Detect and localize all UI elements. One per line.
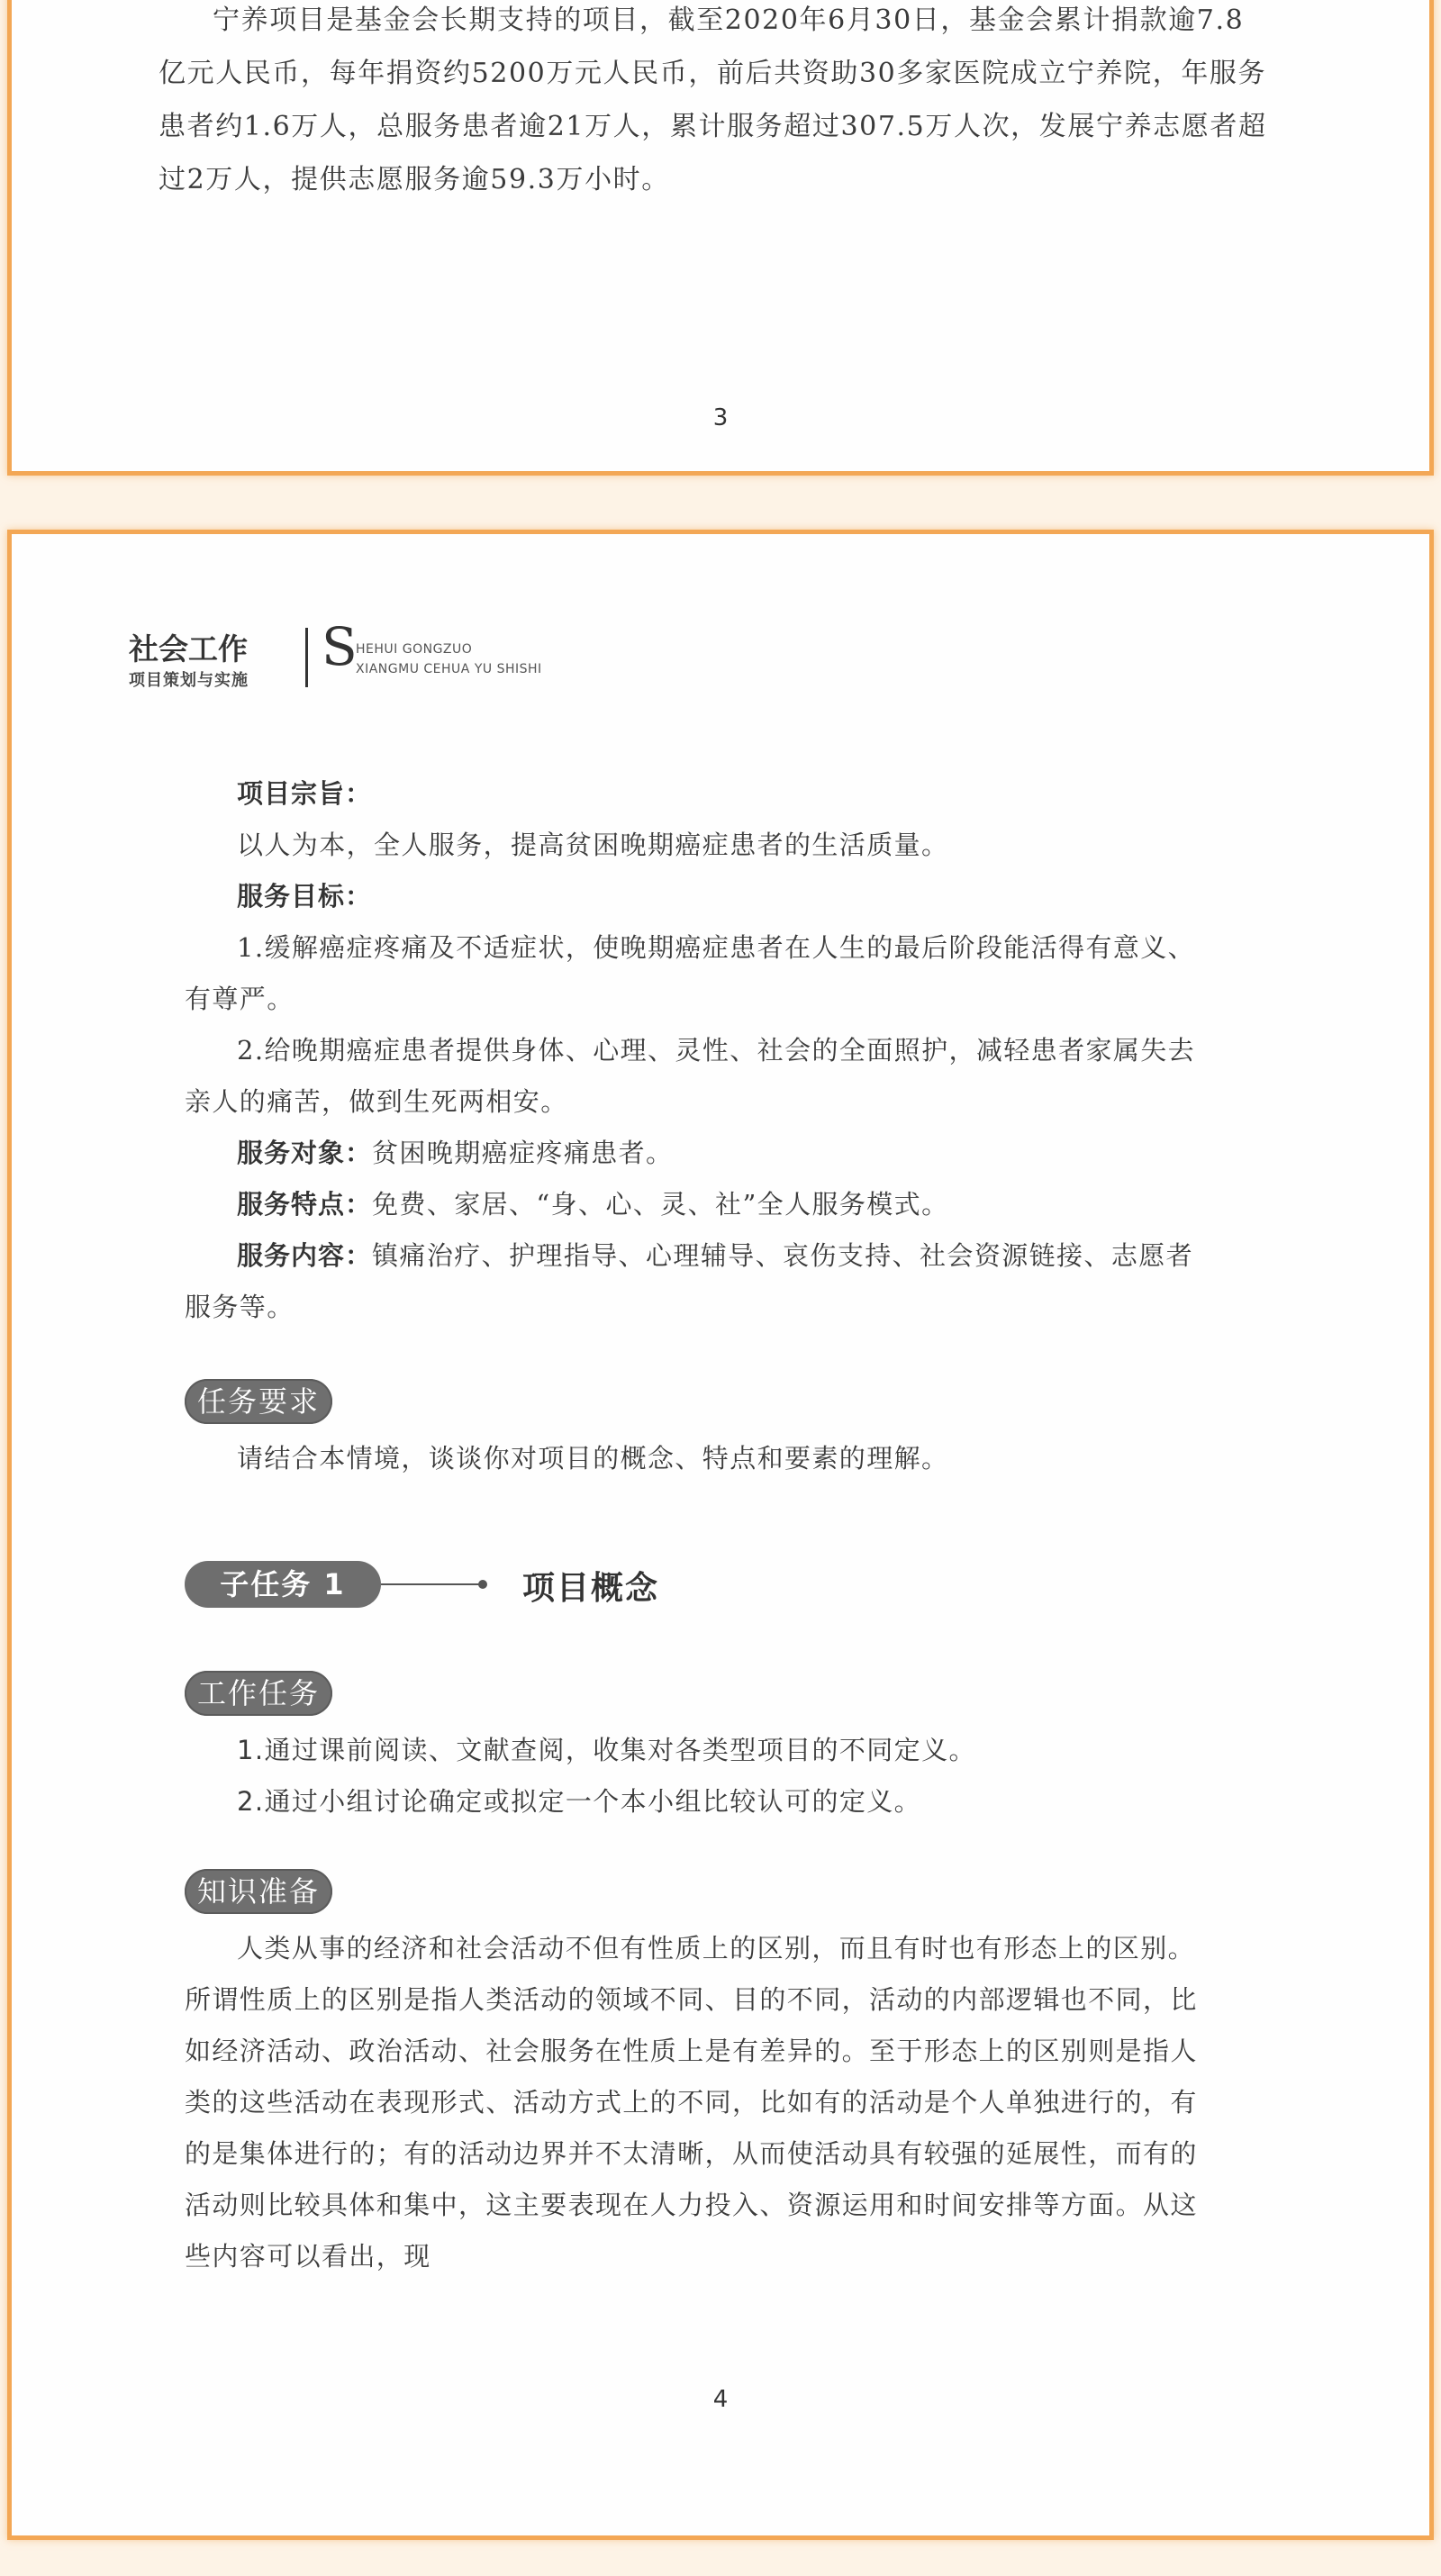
work-task-pill: 工作任务 xyxy=(185,1671,332,1716)
goals-heading xyxy=(185,871,1216,922)
requirement-pill: 任务要求 xyxy=(185,1379,332,1424)
header-subtitle-cn: 项目策划与实施 xyxy=(129,671,249,690)
goals-label: 服务目标： xyxy=(237,881,373,912)
feature-line xyxy=(185,1179,1216,1230)
header-title-en-line2: XIANGMU CEHUA YU SHISHI xyxy=(356,662,542,676)
feature-label: 服务特点： xyxy=(237,1189,373,1220)
ningyang-paragraph: 宁养项目是基金会长期支持的项目，截至2020年6月30日，基金会累计捐款逾7.8亿元人民币，每年捐资约5200万元人民币，前后共资助30多家医院成立宁养院，年服务患者约1.6万人，总服务患者逾21万人，累计服务超过307.5万人次，发展宁养志愿者超过2万人，提供志愿服务逾59.3万小时。 xyxy=(159,5,1267,195)
page-4 xyxy=(7,530,1434,2540)
header-title-en-line1: HEHUI GONGZUO xyxy=(356,642,473,657)
case-description xyxy=(185,768,1216,1333)
subtask-title: 项目概念 xyxy=(522,1570,660,1607)
service-content-text: 镇痛治疗、护理指导、心理辅导、哀伤支持、社会资源链接、志愿者服务等。 xyxy=(185,1240,1194,1322)
subtask-connector-line xyxy=(381,1583,482,1585)
page-number-3: 3 xyxy=(712,404,729,431)
page-3 xyxy=(7,0,1434,476)
work-task-item-2: 2.通过小组讨论确定或拟定一个本小组比较认可的定义。 xyxy=(237,1786,922,1817)
purpose-text: 以人为本，全人服务，提高贫困晚期癌症患者的生活质量。 xyxy=(237,830,949,860)
knowledge-paragraph: 人类从事的经济和社会活动不但有性质上的区别，而且有时也有形态上的区别。所谓性质上的区别是指人类活动的领域不同、目的不同，活动的内部逻辑也不同，比如经济活动、政治活动、社会服务在性质上是有差异的。至于形态上的区别则是指人类的这些活动在表现形式、活动方式上的不同，比如有的活动是个人单独进行的，有的是集体进行的；有的活动边界并不太清晰，从而使活动具有较强的延展性，而有的活动则比较具体和集中，这主要表现在人力投入、资源运用和时间安排等方面。从这些内容可以看出，现 xyxy=(185,1933,1198,2272)
service-content-line xyxy=(185,1230,1216,1333)
knowledge-text xyxy=(185,1923,1216,2282)
requirement-text: 请结合本情境，谈谈你对项目的概念、特点和要素的理解。 xyxy=(237,1443,949,1474)
page-number-4: 4 xyxy=(712,2386,729,2413)
target-label: 服务对象： xyxy=(237,1138,373,1168)
service-content-label: 服务内容： xyxy=(237,1240,373,1271)
target-line xyxy=(185,1128,1216,1179)
work-task-list xyxy=(185,1725,1216,1828)
header-title-cn: 社会工作 xyxy=(129,631,248,667)
purpose-heading xyxy=(185,768,1216,820)
work-task-item-1: 1.通过课前阅读、文献查阅，收集对各类型项目的不同定义。 xyxy=(237,1735,976,1765)
goal-item-1: 1.缓解癌症疼痛及不适症状，使晚期癌症患者在人生的最后阶段能活得有意义、有尊严。 xyxy=(185,932,1196,1014)
knowledge-pill: 知识准备 xyxy=(185,1869,332,1914)
target-text: 贫困晚期癌症疼痛患者。 xyxy=(372,1138,674,1168)
goal-item-2: 2.给晚期癌症患者提供身体、心理、灵性、社会的全面照护，减轻患者家属失去亲人的痛苦，做到生死两相安。 xyxy=(185,1035,1196,1117)
feature-text: 免费、家居、“身、心、灵、社”全人服务模式。 xyxy=(372,1189,949,1220)
purpose-label: 项目宗旨： xyxy=(237,778,373,809)
subtask-pill: 子任务 1 xyxy=(185,1561,381,1608)
header-separator xyxy=(305,628,308,687)
page-3-body xyxy=(159,0,1272,206)
subtask-heading xyxy=(185,1561,815,1611)
header-initial: S xyxy=(322,616,358,677)
subtask-connector-dot xyxy=(478,1580,487,1589)
